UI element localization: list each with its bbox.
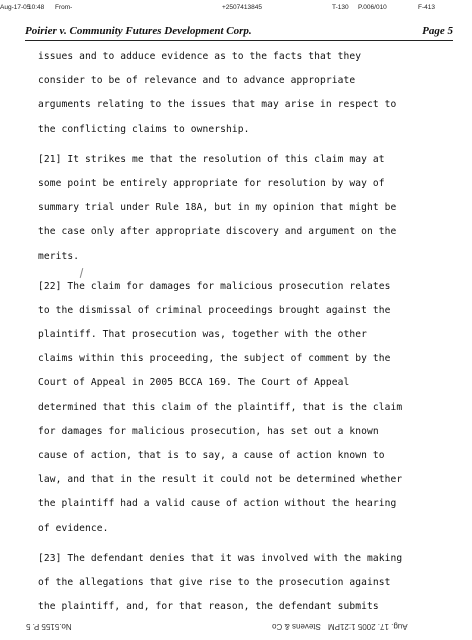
body-text-line: [23] The defendant denies that it was involved with the making <box>38 552 403 564</box>
body-text-line: of the allegations that give rise to the prosecution against <box>38 576 391 588</box>
body-text-line: the plaintiff, and, for that reason, the defendant submits <box>38 601 379 613</box>
fax-phone-number: +2507413845 <box>222 4 262 11</box>
case-title: Poirier v. Community Futures Development Corp. <box>25 25 252 37</box>
fax-footer-page-number: No.5155 P. 5 <box>26 622 72 631</box>
fax-footer-sender: Stevens & Co <box>272 622 321 631</box>
body-text-line: of evidence. <box>38 522 109 534</box>
body-text-line: claims within this proceeding, the subject of comment by the <box>38 353 391 365</box>
body-text-line: the case only after appropriate discovery and argument on the <box>38 226 397 238</box>
fax-t-code: T-130 <box>332 4 349 11</box>
body-text-line: to the dismissal of criminal proceedings brought against the <box>38 304 391 316</box>
fax-from: From- <box>55 4 73 11</box>
document-running-header <box>25 24 453 41</box>
fax-transmission-footer <box>0 622 472 636</box>
body-text-line: plaintiff. That prosecution was, together with the other <box>38 329 368 341</box>
body-text-line: consider to be of relevance and to advance appropriate <box>38 75 356 87</box>
document-body <box>38 50 438 624</box>
fax-time: 10:48 <box>28 4 45 11</box>
body-text-line: the plaintiff had a valid cause of action without the hearing <box>38 498 397 510</box>
body-text-line: Court of Appeal in 2005 BCCA 169. The Court of Appeal <box>38 377 350 389</box>
body-text-line: for damages for malicious prosecution, has set out a known <box>38 425 379 437</box>
fax-date: Aug-17-05 <box>0 4 31 11</box>
body-text-line: the conflicting claims to ownership. <box>38 123 250 135</box>
body-text-line: [21] It strikes me that the resolution of this claim may at <box>38 153 385 165</box>
body-text-line: cause of action, that is to say, a cause of action known to <box>38 450 385 461</box>
fax-footer-timestamp: Aug. 17. 2005 1:21PM <box>328 622 408 631</box>
body-text-line: arguments relating to the issues that may arise in respect to <box>38 99 397 111</box>
fax-transmission-header <box>0 4 472 16</box>
body-text-line: [22] The claim for damages for malicious prosecution relates <box>38 280 391 292</box>
body-text-line: determined that this claim of the plaintiff, that is the claim <box>38 401 403 413</box>
body-text-line: summary trial under Rule 18A, but in my opinion that might be <box>38 202 397 214</box>
body-text-line: some point be entirely appropriate for resolution by way of <box>38 177 385 189</box>
fax-f-code: F-413 <box>418 4 435 11</box>
body-text-line: merits. <box>38 250 80 262</box>
page-number: Page 5 <box>422 25 453 37</box>
fax-page-code: P.006/010 <box>358 4 387 11</box>
body-text-line: issues and to adduce evidence as to the facts that they <box>38 51 362 62</box>
body-text-line: law, and that in the result it could not be determined whether <box>38 474 403 486</box>
